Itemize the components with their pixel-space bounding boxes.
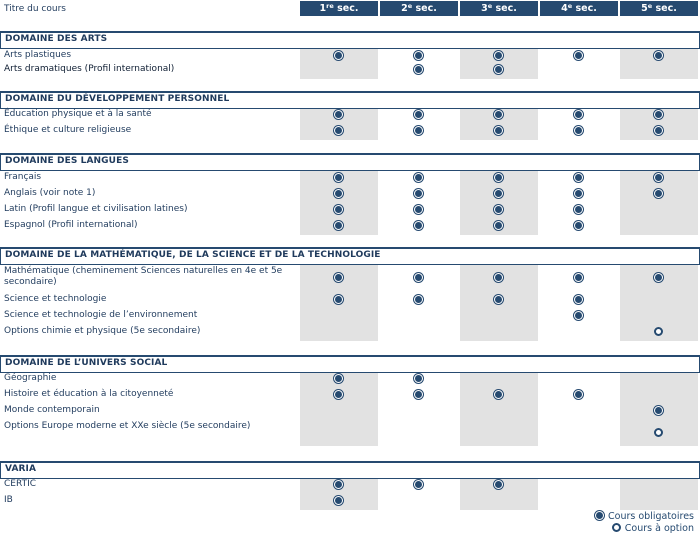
mandatory-course-icon [334,173,343,182]
section-header [0,153,700,171]
mandatory-course-icon [574,110,583,119]
mandatory-course-icon [654,173,663,182]
legend-optional: Cours à option [612,523,694,534]
mandatory-course-icon [494,126,503,135]
optional-course-icon [654,327,663,336]
mandatory-course-icon [414,51,423,60]
section-header [0,91,700,109]
course-name: Éthique et culture religieuse [4,125,132,135]
course-name: Latin (Profil langue et civilisation latines) [4,204,188,214]
open-circle-icon [612,523,621,532]
optional-course-icon [654,428,663,437]
mandatory-course-icon [574,189,583,198]
mandatory-course-icon [334,496,343,505]
mandatory-course-icon [334,110,343,119]
mandatory-course-icon [414,65,423,74]
mandatory-course-icon [654,189,663,198]
mandatory-course-icon [494,65,503,74]
section-title: DOMAINE DES ARTS [5,34,108,44]
course-name: Mathématique (cheminement Sciences naturelles en 4e et 5e secondaire) [4,266,283,287]
mandatory-course-icon [414,221,423,230]
section-header [0,461,700,479]
mandatory-course-icon [654,110,663,119]
mandatory-course-icon [414,189,423,198]
mandatory-course-icon [574,273,583,282]
mandatory-course-icon [494,221,503,230]
mandatory-course-icon [334,221,343,230]
mandatory-course-icon [574,311,583,320]
mandatory-course-icon [414,173,423,182]
mandatory-course-icon [334,51,343,60]
section-title: DOMAINE DE LA MATHÉMATIQUE, DE LA SCIENCE ET DE LA TECHNOLOGIE [5,250,381,260]
mandatory-course-icon [654,51,663,60]
column-header-3: 3e sec. [460,1,538,16]
mandatory-course-icon [494,51,503,60]
column-header-5: 5e sec. [620,1,698,16]
section-header [0,31,700,49]
mandatory-course-icon [494,295,503,304]
mandatory-course-icon [414,390,423,399]
section-title: DOMAINE DU DÉVELOPPEMENT PERSONNEL [5,94,230,104]
course-name: Options chimie et physique (5e secondaire) [4,326,201,336]
mandatory-course-icon [574,221,583,230]
mandatory-course-icon [334,126,343,135]
mandatory-course-icon [494,273,503,282]
column-header-2: 2e sec. [380,1,458,16]
mandatory-course-icon [334,480,343,489]
section-title: DOMAINE DE L’UNIVERS SOCIAL [5,358,168,368]
mandatory-course-icon [414,374,423,383]
mandatory-course-icon [574,126,583,135]
section-header [0,355,700,373]
mandatory-course-icon [414,295,423,304]
mandatory-course-icon [654,273,663,282]
legend-mandatory: Cours obligatoires [595,511,694,522]
course-name: Éducation physique et à la santé [4,109,152,119]
mandatory-course-icon [414,205,423,214]
column-header-1: 1re sec. [300,1,378,16]
mandatory-course-icon [334,295,343,304]
course-name: Science et technologie de l’environnement [4,310,198,320]
mandatory-course-icon [574,173,583,182]
mandatory-course-icon [334,205,343,214]
course-name: Histoire et éducation à la citoyenneté [4,389,174,399]
mandatory-course-icon [494,205,503,214]
mandatory-course-icon [654,406,663,415]
mandatory-course-icon [574,205,583,214]
section-title: DOMAINE DES LANGUES [5,156,129,166]
mandatory-course-icon [414,480,423,489]
filled-circle-icon [595,511,604,520]
section-title: VARIA [5,464,37,474]
mandatory-course-icon [414,110,423,119]
course-name: Géographie [4,373,57,383]
column-shade [620,478,698,510]
mandatory-course-icon [334,273,343,282]
course-name: IB [4,495,13,505]
mandatory-course-icon [574,295,583,304]
mandatory-course-icon [334,374,343,383]
mandatory-course-icon [414,273,423,282]
course-name: Français [4,172,42,182]
mandatory-course-icon [334,189,343,198]
column-shade [460,372,538,446]
mandatory-course-icon [414,126,423,135]
course-name: Anglais (voir note 1) [4,188,96,198]
course-name: CERTIC [4,479,37,489]
mandatory-course-icon [494,390,503,399]
course-name: Espagnol (Profil international) [4,220,138,230]
course-name: Science et technologie [4,294,107,304]
mandatory-course-icon [494,110,503,119]
course-name: Arts dramatiques (Profil international) [4,64,175,74]
mandatory-course-icon [494,480,503,489]
mandatory-course-icon [494,189,503,198]
section-header [0,247,700,265]
mandatory-course-icon [654,126,663,135]
column-header-4: 4e sec. [540,1,618,16]
mandatory-course-icon [574,390,583,399]
course-name: Arts plastiques [4,50,72,60]
mandatory-course-icon [494,173,503,182]
header-title: Titre du cours [4,4,66,14]
course-name: Options Europe moderne et XXe siècle (5e secondaire) [4,421,251,431]
mandatory-course-icon [334,390,343,399]
mandatory-course-icon [574,51,583,60]
column-shade [300,372,378,446]
course-name: Monde contemporain [4,405,100,415]
